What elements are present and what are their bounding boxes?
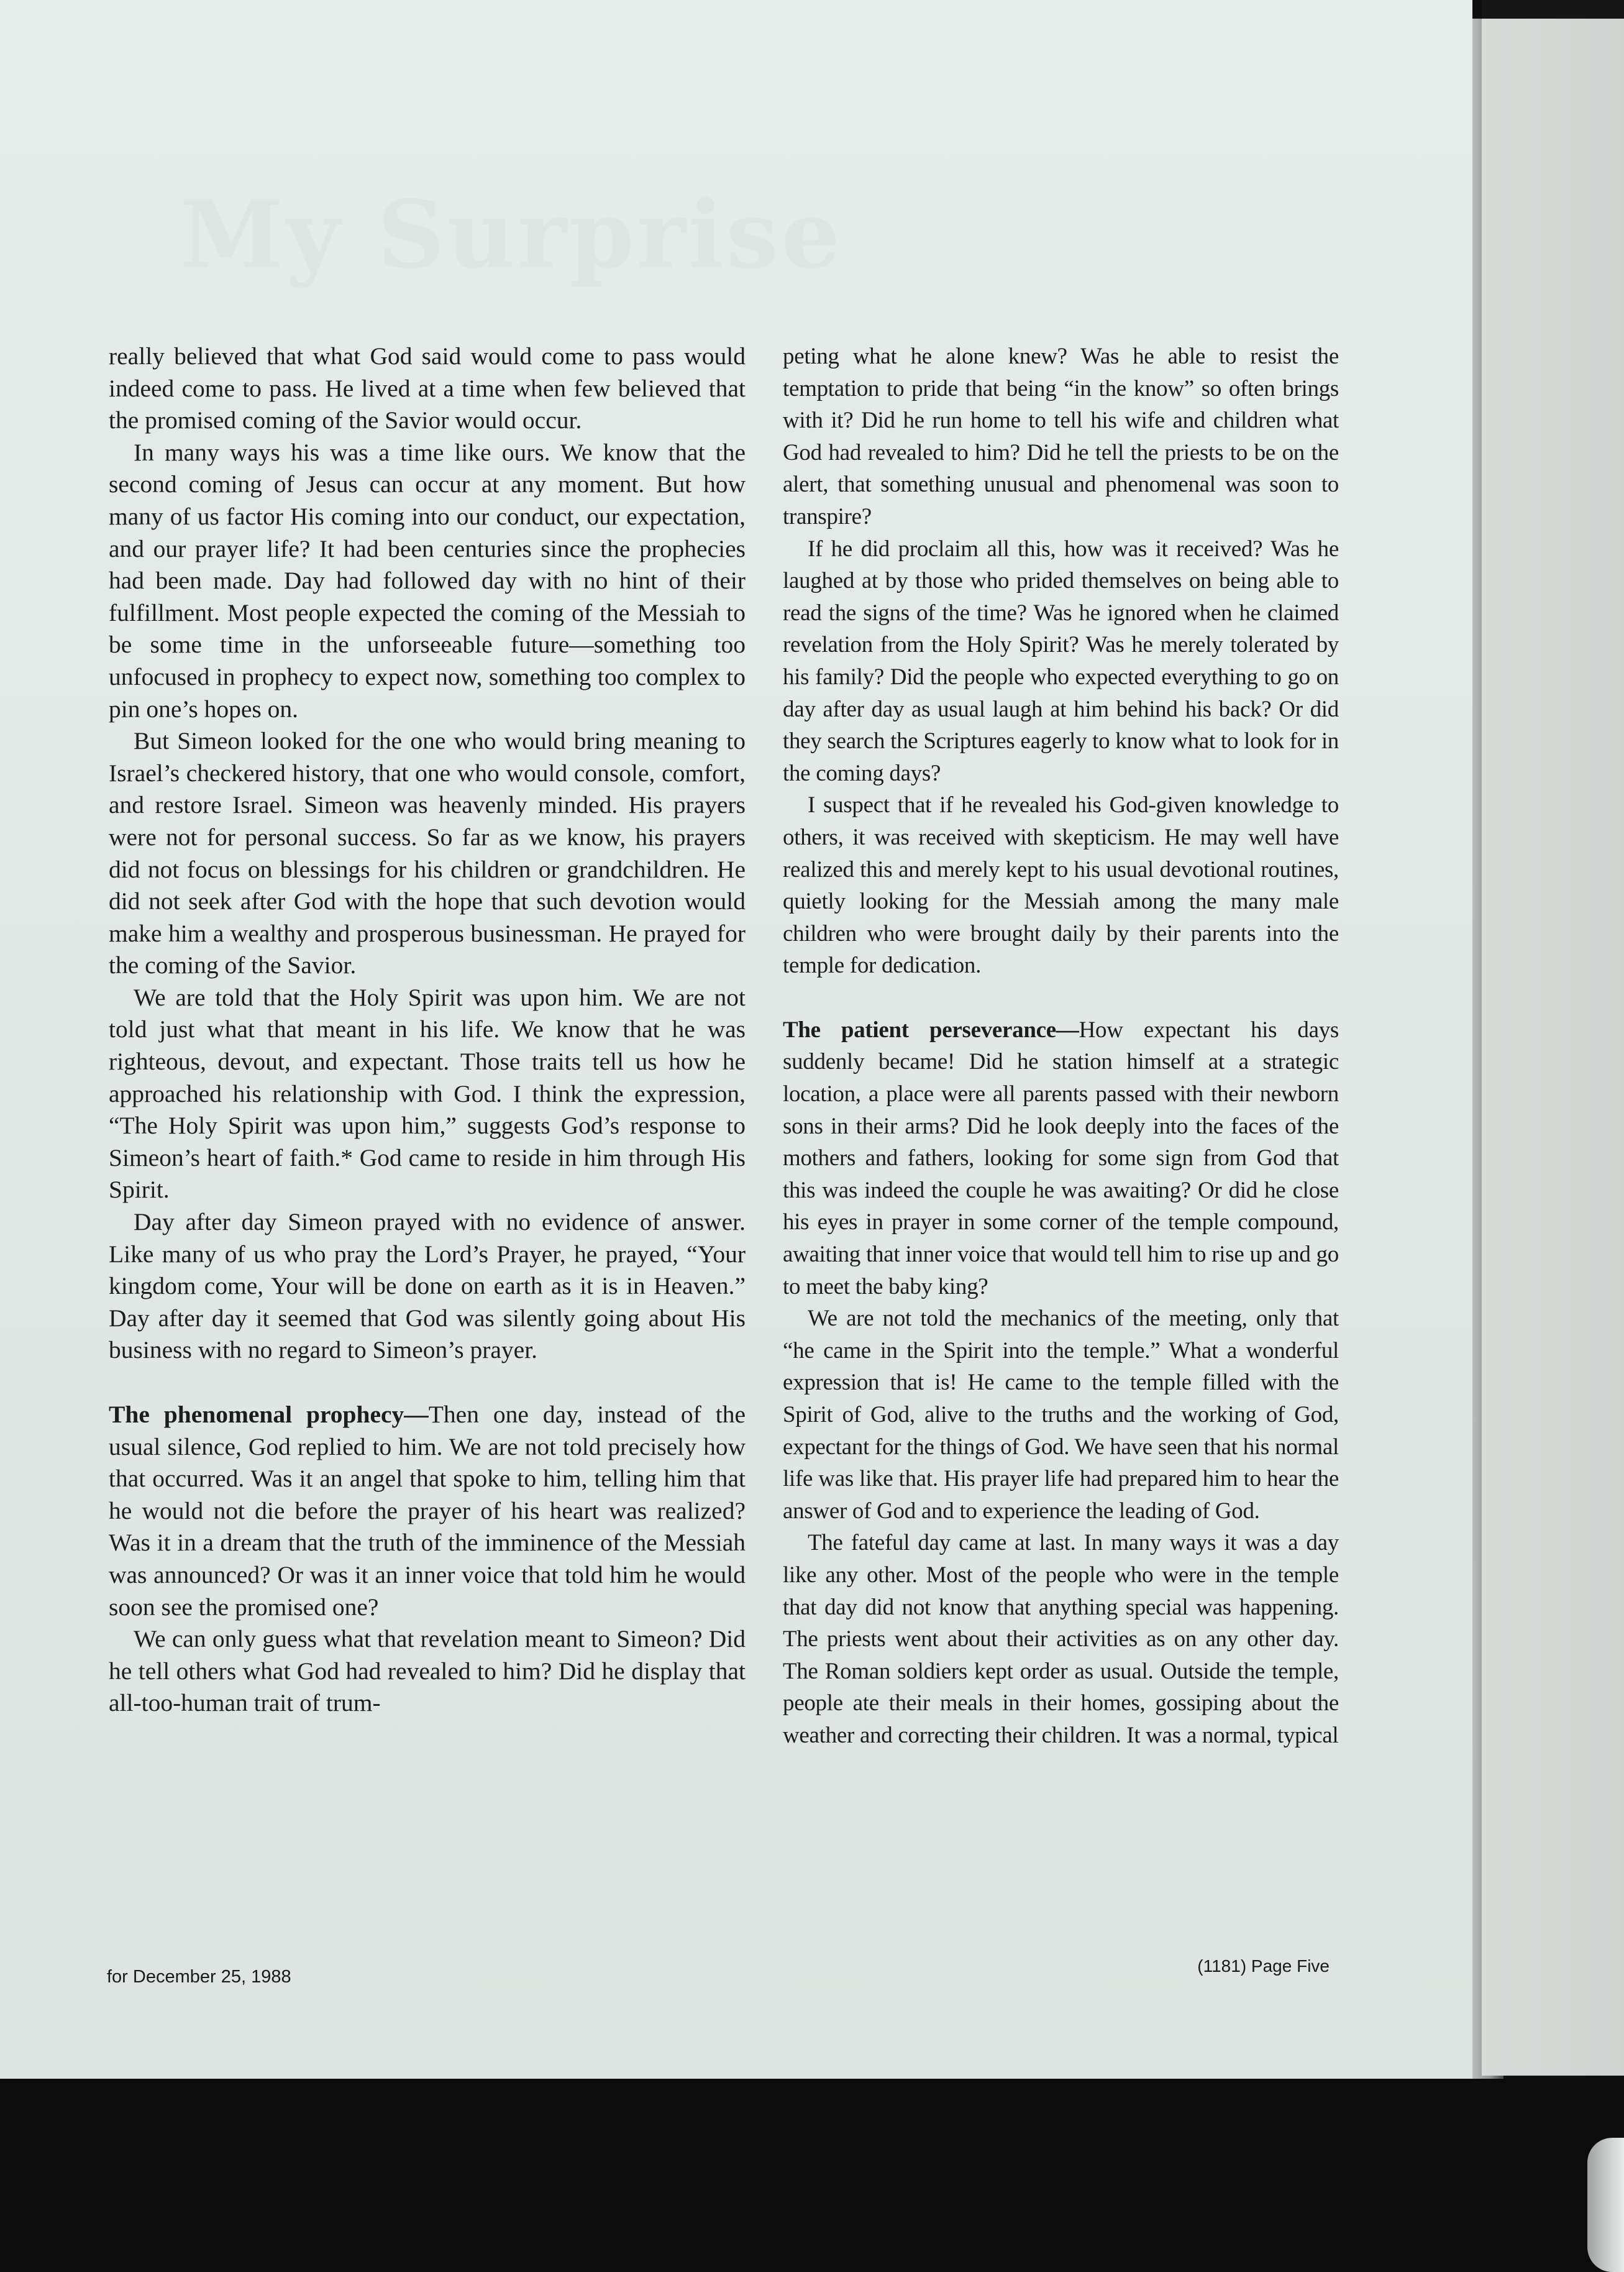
left-column xyxy=(109,341,746,1720)
footer-date: for December 25, 1988 xyxy=(107,1967,291,1987)
paragraph: really believed that what God said would come to pass would indeed come to pass. He lived at a time when few believed that the promised coming of the Savior would occur. xyxy=(109,342,746,434)
section-heading: The patient perseverance— xyxy=(783,1017,1079,1043)
section-paragraph xyxy=(109,1399,746,1623)
right-column xyxy=(783,341,1339,1752)
footer-page-number: (1181) Page Five xyxy=(1197,1956,1330,1976)
scanner-background xyxy=(0,2079,1624,2272)
section-heading: The phenomenal prophecy— xyxy=(109,1401,429,1428)
paragraph: In many ways his was a time like ours. We know that the second coming of Jesus can occur at any moment. But how many of us factor His coming into our conduct, our expectation, and our prayer life? It had been centuries since the prophecies had been made. Day had followed day with no hint of their fulfillment. Most people expected the coming of the Messiah to be some time in the unforseeable future—something too unfocused in prophecy to expect now, something too complex to pin one’s hopes on. xyxy=(109,438,746,723)
background-corner xyxy=(1482,0,1624,19)
paragraph: Day after day Simeon prayed with no evidence of answer. Like many of us who pray the Lord’s Prayer, he prayed, “Your kingdom come, Your will be done on earth as it is in Heaven.” Day after day it seemed that God was silently going about His business with no regard to Simeon’s prayer. xyxy=(109,1208,746,1364)
paragraph: I suspect that if he revealed his God-given knowledge to others, it was received with skepticism. He may well have realized this and merely kept to his usual devotional routines, quietly looking for the Messiah among the many male children who were brought daily by their parents into the temple for dedication. xyxy=(783,792,1339,979)
paragraph: The fateful day came at last. In many ways it was a day like any other. Most of the people who were in the temple that day did not know that anything special was happening. The priests went about their activities as on any other day. The Roman soldiers kept order as usual. Outside the temple, people ate their meals in their homes, gossiping about the weather and correcting their children. It was a normal, typical xyxy=(783,1530,1339,1748)
paragraph: If he did proclaim all this, how was it received? Was he laughed at by those who prided themselves on being able to read the signs of the time? Was he ignored when he claimed revelation from the Holy Spirit? Was he merely tolerated by his family? Did the people who expected everything to go on day after day as usual laugh at him behind his back? Or did they search the Scriptures eagerly to know what to look for in the coming days? xyxy=(783,536,1339,786)
paragraph: We can only guess what that revelation meant to Simeon? Did he tell others what God had revealed to him? Did he display that all-too-human trait of trum- xyxy=(109,1625,746,1717)
underlying-page-edge xyxy=(1482,0,1624,2076)
paragraph: But Simeon looked for the one who would bring meaning to Israel’s checkered history, that one who would console, comfort, and restore Israel. Simeon was heavenly minded. His prayers were not for personal success. So far as we know, his prayers did not focus on blessings for his children or grandchildren. He did not seek after God with the hope that such devotion would make him a wealthy and prosperous businessman. He prayed for the coming of the Savior. xyxy=(109,727,746,979)
paragraph-text: How expectant his days suddenly became! Did he station himself at a strategic location, a place were all parents passed with their newborn sons in their arms? Did he look deeply into the faces of the mothers and fathers, looking for some sign from God that this was indeed the couple he was awaiting? Or did he close his eyes in prayer in some corner of the temple compound, awaiting that inner voice that would tell him to rise up and go to meet the baby king? xyxy=(783,1017,1339,1299)
paragraph: We are not told the mechanics of the meeting, only that “he came in the Spirit into the temple.” What a wonderful expression that is! He came to the temple filled with the Spirit of God, alive to the truths and the working of God, expectant for the things of God. We have seen that his normal life was like that. His prayer life had prepared him to hear the answer of God and to experience the leading of God. xyxy=(783,1306,1339,1524)
binder-clip xyxy=(1587,2138,1624,2272)
faded-headline-bleed: My Surprise xyxy=(180,180,843,290)
paragraph: We are told that the Holy Spirit was upon him. We are not told just what that meant in his life. We know that he was righteous, devout, and expectant. Those traits tell us how he approached his relationship with God. I think the expression, “The Holy Spirit was upon him,” suggests God’s response to Simeon’s heart of faith.* God came to reside in him through His Spirit. xyxy=(109,983,746,1204)
paragraph: peting what he alone knew? Was he able to resist the temptation to pride that being “in the know” so often brings with it? Did he run home to tell his wife and children what God had revealed to him? Did he tell the priests to be on the alert, that something unusual and phenomenal was soon to transpire? xyxy=(783,344,1339,529)
paragraph-text: Then one day, instead of the usual silence, God replied to him. We are not told precisely how that occurred. Was it an angel that spoke to him, telling him that he would not die before the prayer of his heart was realized? Was it in a dream that the truth of the imminence of the Messiah was announced? Or was it an inner voice that told him he would soon see the promised one? xyxy=(109,1401,746,1621)
section-paragraph xyxy=(783,1014,1339,1303)
